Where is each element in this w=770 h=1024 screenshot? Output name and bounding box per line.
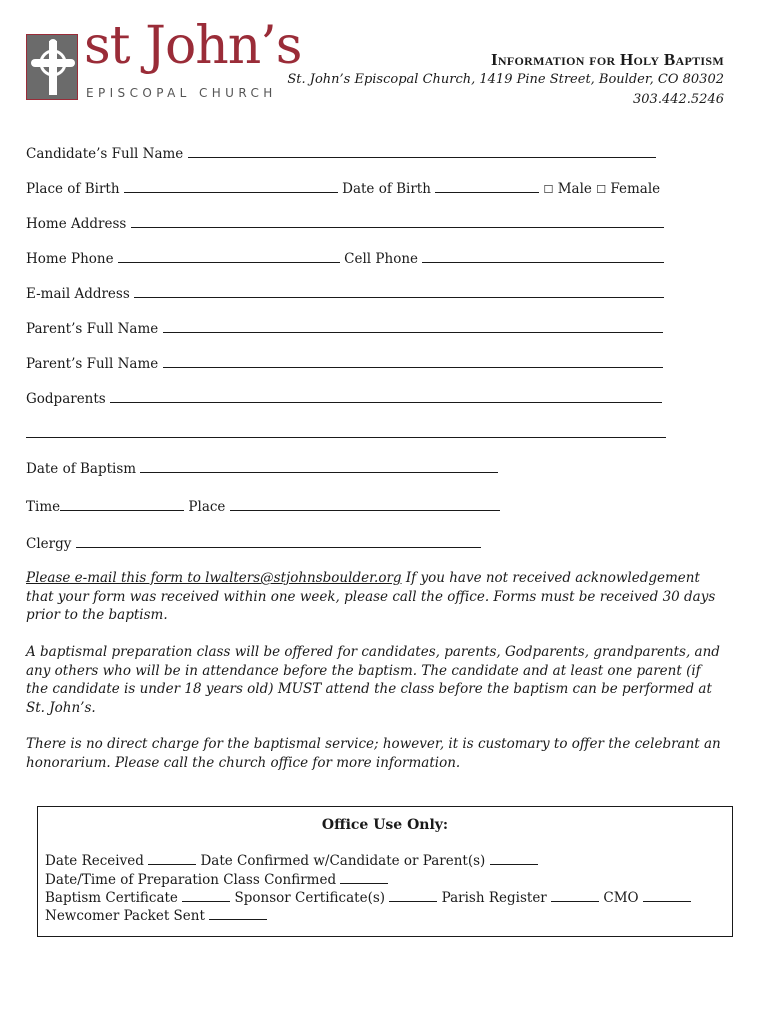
celtic-cross-icon (27, 35, 79, 101)
parent2-field: Parent’s Full Name (26, 355, 663, 373)
clergy-blank[interactable] (76, 535, 481, 548)
cmo-blank[interactable] (643, 889, 691, 902)
baptism-date-blank[interactable] (140, 460, 498, 473)
baptism-date-field: Date of Baptism (26, 460, 498, 478)
female-label: Female (610, 181, 661, 197)
female-checkbox[interactable]: ☐ (596, 183, 607, 196)
church-phone: 303.442.5246 (633, 92, 724, 107)
office-use-box (37, 806, 733, 937)
clergy-field: Clergy (26, 535, 481, 553)
place-blank[interactable] (230, 498, 500, 511)
birth-row: Place of Birth Date of Birth ☐ Male ☐ Female (26, 181, 661, 197)
parent2-blank[interactable] (163, 355, 663, 368)
email-field: E-mail Address (26, 285, 664, 303)
godparents-field: Godparents (26, 390, 662, 408)
godparents-blank-2[interactable] (26, 425, 666, 438)
home-phone-blank[interactable] (118, 250, 340, 263)
date-received-blank[interactable] (148, 852, 196, 865)
cross-emblem (26, 34, 78, 100)
home-address-blank[interactable] (131, 215, 664, 228)
form-title: Information for Holy Baptism (490, 50, 724, 69)
baptism-cert-blank[interactable] (182, 889, 230, 902)
parent1-field: Parent’s Full Name (26, 320, 663, 338)
parent1-blank[interactable] (163, 320, 663, 333)
office-use-title: Office Use Only: (321, 817, 449, 833)
godparents-extra-line (26, 425, 666, 443)
date-of-birth-blank[interactable] (435, 180, 539, 193)
newcomer-blank[interactable] (209, 907, 267, 920)
church-logo (26, 16, 302, 102)
candidate-name-blank[interactable] (188, 145, 656, 158)
home-address-field: Home Address (26, 215, 664, 233)
sponsor-cert-blank[interactable] (389, 889, 437, 902)
parish-register-blank[interactable] (551, 889, 599, 902)
logo-subtitle: EPISCOPAL CHURCH (86, 86, 277, 100)
male-checkbox[interactable]: ☐ (543, 183, 554, 196)
cell-phone-blank[interactable] (422, 250, 664, 263)
honorarium-note: There is no direct charge for the baptismal service; however, it is customary to offer the celebrant an honorarium. Please call the church office for more information. (26, 736, 721, 771)
prep-class-blank[interactable] (340, 871, 388, 884)
godparents-blank[interactable] (110, 390, 662, 403)
candidate-name-field: Candidate’s Full Name (26, 145, 656, 163)
time-place-row: Time Place (26, 498, 500, 516)
phone-row: Home Phone Cell Phone (26, 250, 664, 268)
office-line-received: Date Received Date Confirmed w/Candidate or Parent(s) (45, 852, 538, 870)
logo-name: st John’s (84, 16, 302, 76)
date-confirmed-blank[interactable] (490, 852, 538, 865)
time-blank[interactable] (60, 498, 184, 511)
office-line-certificates: Baptism Certificate Sponsor Certificate(s) Parish Register CMO (45, 889, 691, 907)
church-address: St. John’s Episcopal Church, 1419 Pine Street, Boulder, CO 80302 (287, 72, 724, 87)
place-of-birth-blank[interactable] (124, 180, 338, 193)
email-link[interactable]: Please e-mail this form to lwalters@stjohnsboulder.org (26, 570, 402, 586)
office-line-prep: Date/Time of Preparation Class Confirmed (45, 871, 388, 889)
male-label: Male (557, 181, 592, 197)
email-blank[interactable] (134, 285, 664, 298)
preparation-class-note: A baptismal preparation class will be offered for candidates, parents, Godparents, grandparents, and any others who will be in attendance before the baptism. The candidate and at least one parent (if the candidate is under 18 years old) MUST attend the class before the baptism can be performed at St. John’s. (26, 644, 720, 716)
submission-note: Please e-mail this form to lwalters@stjohnsboulder.org If you have not received acknowledgement that your form was received within one week, please call the office. Forms must be received 30 days prior to the baptism. (26, 570, 716, 623)
office-line-newcomer: Newcomer Packet Sent (45, 907, 267, 925)
